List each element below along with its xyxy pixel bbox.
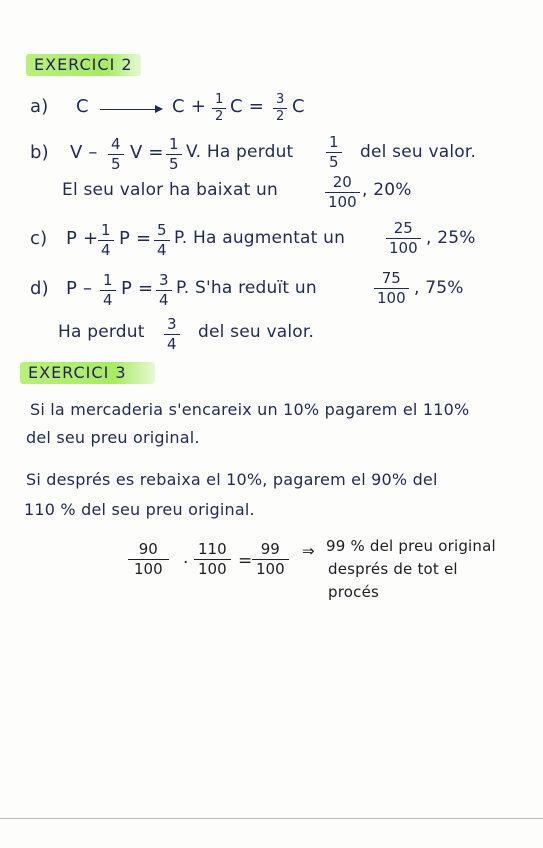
item-d-line-2-end: del seu valor. <box>198 322 315 342</box>
item-a-end: C <box>292 96 305 117</box>
item-d-fraction-1 <box>100 272 116 309</box>
exercise-3-title: EXERCICI 3 <box>28 363 127 382</box>
numerator: 1 <box>215 92 224 107</box>
item-a-fraction-1 <box>212 93 226 124</box>
item-d-part-3: P. S'ha reduït un <box>176 278 317 298</box>
item-c-fraction-1 <box>98 222 114 259</box>
numerator: 110 <box>198 540 227 558</box>
item-d-fraction-2 <box>156 272 172 309</box>
item-a-lhs: C <box>76 96 89 117</box>
numerator: 1 <box>101 221 111 239</box>
item-b-fraction-3 <box>326 134 342 171</box>
item-a-fraction-2 <box>273 93 287 124</box>
transform-arrow-head-icon <box>155 105 163 113</box>
item-d-line-2: Ha perdut <box>58 322 145 342</box>
ex3-line-2: del seu preu original. <box>26 428 200 447</box>
calc-equals: = <box>238 551 253 571</box>
item-d-label: d) <box>30 278 49 299</box>
calc-result-line-1: 99 % del preu original <box>326 537 496 555</box>
item-b-fraction-4 <box>325 174 360 211</box>
denominator: 2 <box>215 109 224 124</box>
implies-arrow-icon: ⇒ <box>302 542 315 560</box>
item-d-percent: , 75% <box>414 278 464 298</box>
calc-result-line-3: procés <box>328 583 380 601</box>
item-c-percent: , 25% <box>426 228 476 248</box>
numerator: 4 <box>111 135 121 153</box>
item-c-part-3: P. Ha augmentat un <box>174 228 346 248</box>
item-c-part-2: P = <box>119 228 152 249</box>
calc-fraction-3 <box>252 541 289 578</box>
item-d-fraction-4 <box>164 316 180 353</box>
numerator: 25 <box>393 219 413 237</box>
denominator: 4 <box>101 241 111 259</box>
item-d-part-2: P = <box>121 278 154 299</box>
ex3-line-4: 110 % del seu preu original. <box>24 500 255 519</box>
denominator: 100 <box>328 193 357 211</box>
item-b-fraction-2 <box>166 136 182 173</box>
item-c-part-1: P + <box>66 228 99 249</box>
numerator: 99 <box>260 540 280 558</box>
denominator: 100 <box>377 289 406 307</box>
calc-result-line-2: després de tot el <box>328 560 458 578</box>
numerator: 20 <box>332 173 352 191</box>
denominator: 4 <box>159 291 169 309</box>
numerator: 3 <box>167 315 177 333</box>
denominator: 5 <box>329 153 339 171</box>
item-d-part-1: P – <box>66 278 93 299</box>
item-a-mid2: C = <box>230 96 264 117</box>
item-c-fraction-3 <box>386 220 421 257</box>
item-a-mid: C + <box>172 96 206 117</box>
exercise-3-heading <box>20 362 155 384</box>
item-b-part-1: V – <box>70 142 98 163</box>
ex3-line-1: Si la mercaderia s'encareix un 10% pagarem el 110% <box>30 400 470 419</box>
item-b-part-4: del seu valor. <box>360 142 477 162</box>
item-c-label: c) <box>30 228 48 249</box>
denominator: 4 <box>103 291 113 309</box>
numerator: 3 <box>276 92 285 107</box>
transform-arrow-line <box>100 109 156 110</box>
calc-fraction-2 <box>194 541 231 578</box>
denominator: 4 <box>157 241 167 259</box>
item-b-percent: , 20% <box>362 180 412 200</box>
numerator: 3 <box>159 271 169 289</box>
item-b-part-2: V = <box>130 142 164 163</box>
denominator: 100 <box>389 239 418 257</box>
denominator: 100 <box>198 560 227 578</box>
denominator: 100 <box>256 560 285 578</box>
numerator: 5 <box>157 221 167 239</box>
item-c-fraction-2 <box>154 222 170 259</box>
calc-dot: · <box>183 553 189 573</box>
calc-fraction-1 <box>128 541 169 578</box>
denominator: 4 <box>167 335 177 353</box>
item-b-fraction-1 <box>108 136 124 173</box>
item-b-line-2: El seu valor ha baixat un <box>62 180 278 200</box>
item-b-part-3: V. Ha perdut <box>186 142 294 162</box>
denominator: 5 <box>169 155 179 173</box>
item-d-fraction-3 <box>374 270 409 307</box>
ex3-line-3: Si després es rebaixa el 10%, pagarem el 90% del <box>26 470 438 489</box>
numerator: 1 <box>169 135 179 153</box>
numerator: 90 <box>138 540 158 558</box>
item-b-label: b) <box>30 142 49 163</box>
page-bottom-edge <box>0 818 543 819</box>
denominator: 5 <box>111 155 121 173</box>
denominator: 100 <box>134 560 163 578</box>
numerator: 75 <box>381 269 401 287</box>
item-a-label: a) <box>30 96 49 117</box>
exercise-2-title: EXERCICI 2 <box>34 55 133 74</box>
numerator: 1 <box>103 271 113 289</box>
exercise-2-heading <box>26 54 141 76</box>
denominator: 2 <box>276 109 285 124</box>
numerator: 1 <box>329 133 339 151</box>
